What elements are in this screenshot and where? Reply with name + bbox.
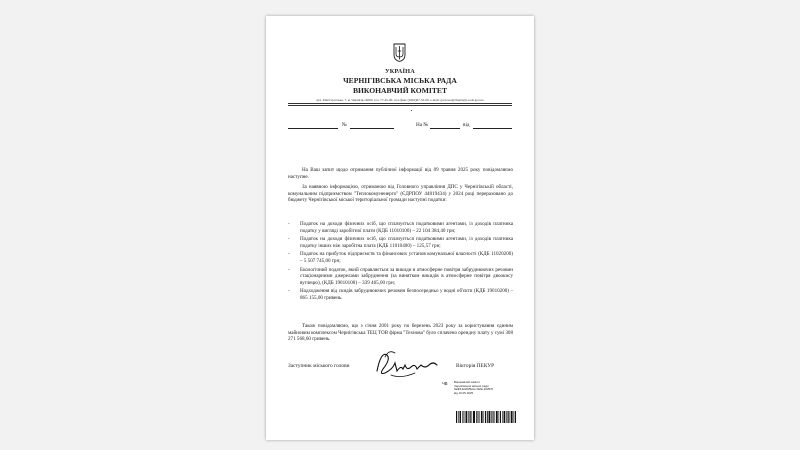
header-council: ЧЕРНІГІВСЬКА МІСЬКА РАДА: [343, 76, 457, 85]
number-label: №: [342, 122, 347, 128]
reference-blank-line: [430, 128, 460, 129]
list-item-text: Податок на прибуток підприємств та фінансових установ комунальної власності (КДБ 11020200) – 5 507 745,00 грн;: [300, 251, 513, 264]
info-paragraph: За наявною інформацією, отриманою від Головного управління ДПС у Чернігівській області, комунальним підприємством "Теплокомуненерго" (ЄДРПОУ 44819434) у 2024 році перераховано до бюджету Чернігівської міської територіальної громади наступні податки:: [288, 184, 513, 203]
stamp-number: ЧВ: [442, 381, 448, 386]
handwritten-signature: [371, 347, 441, 381]
stamp-line: Виконавчий комітет: [454, 380, 481, 384]
list-item-text: Податок на доходи фізичних осіб, що сплачується податковими агентами, із доходів платника податку інших ніж заробітна плата (КДБ 11010400) – 125,57 грн;: [300, 236, 513, 249]
header-divider-second: [288, 105, 512, 106]
list-item: - Податок на доходи фізичних осіб, що сплачується податковими агентами, із доходів платника податку у вигляді заробітної плати (КДБ 11010100) – 22 104 384,40 грн;: [288, 221, 513, 234]
intro-paragraph: На Ваш запит щодо отримання публічної інформації від 09 травня 2025 року повідомляємо наступне.: [288, 167, 513, 180]
header-address: вул. Магістратська, 7, м. Чернігів,14000, тел. 77-45-00, тел./факс (0462)67-53-00, e-mail: gorsovet@chernigiv-rada.gov.ua: [316, 98, 484, 102]
stamp-line: №ФЗ-Е/2025вих.№№-2025/П: [454, 387, 494, 391]
reference-label: На №: [416, 122, 429, 128]
number-blank-line: [350, 128, 394, 129]
decorative-dot: [411, 110, 412, 111]
list-item: - Податок на доходи фізичних осіб, що сплачується податковими агентами, із доходів платника податку інших ніж заробітна плата (КДБ 11010400) – 125,57 грн;: [288, 236, 513, 249]
stamp-line: від 16.05.2025: [454, 390, 474, 395]
list-item-text: Надходження від скидів забруднюючих речовин безпосередньо у водні об'єкти (КДБ 19010200) – 865 155,00 гривень.: [300, 288, 513, 301]
barcode-icon: [456, 411, 516, 423]
signer-position: Заступник міського голови: [288, 363, 350, 369]
header-country: УКРАЇНА: [384, 68, 416, 75]
list-item-text: Екологічний податок, який справляється за викиди в атмосферне повітря забруднюючих речовин стаціонарними джерелами забруднення (за винятком викидів в атмосферне повітря двоокису вуглецю), (КДБ 19010100) – 339 465,00 грн;: [300, 266, 513, 286]
signer-name: Вікторія ПЕКУР: [456, 363, 495, 369]
header-committee: ВИКОНАВЧИЙ КОМІТЕТ: [352, 86, 448, 95]
document-page: [266, 16, 534, 440]
list-item: - Податок на прибуток підприємств та фінансових установ комунальної власності (КДБ 11020200) – 5 507 745,00 грн;: [288, 251, 513, 264]
list-item-text: Податок на доходи фізичних осіб, що сплачується податковими агентами, із доходів платника податку у вигляді заробітної плати (КДБ 11010100) – 22 104 384,40 грн;: [300, 221, 513, 234]
tax-list: [288, 221, 513, 303]
list-item: - Надходження від скидів забруднюючих речовин безпосередньо у водні об'єкти (КДБ 19010200) – 865 155,00 гривень.: [288, 288, 513, 301]
reference-date-blank-line: [473, 128, 512, 129]
list-item: - Екологічний податок, який справляється за викиди в атмосферне повітря забруднюючих речовин стаціонарними джерелами забруднення (за винятком викидів в атмосферне повітря двоокису вуглецю), (КДБ 19010100) – 339 465,00 грн;: [288, 266, 513, 286]
closing-paragraph: Також повідомляємо, що з січня 2001 року по березень 2023 року за користування єдиним майновим комплексом Чернігівська ТЕЦ ТОВ фірма "Технова" було сплачено орендну плату у сумі 308 271 568,60 гривень.: [288, 323, 513, 342]
coat-of-arms-icon: [393, 43, 406, 62]
reference-date-label: від: [463, 122, 470, 128]
date-blank-line: [288, 128, 338, 129]
stamp-line: Чернігівської міської ради: [454, 383, 489, 388]
